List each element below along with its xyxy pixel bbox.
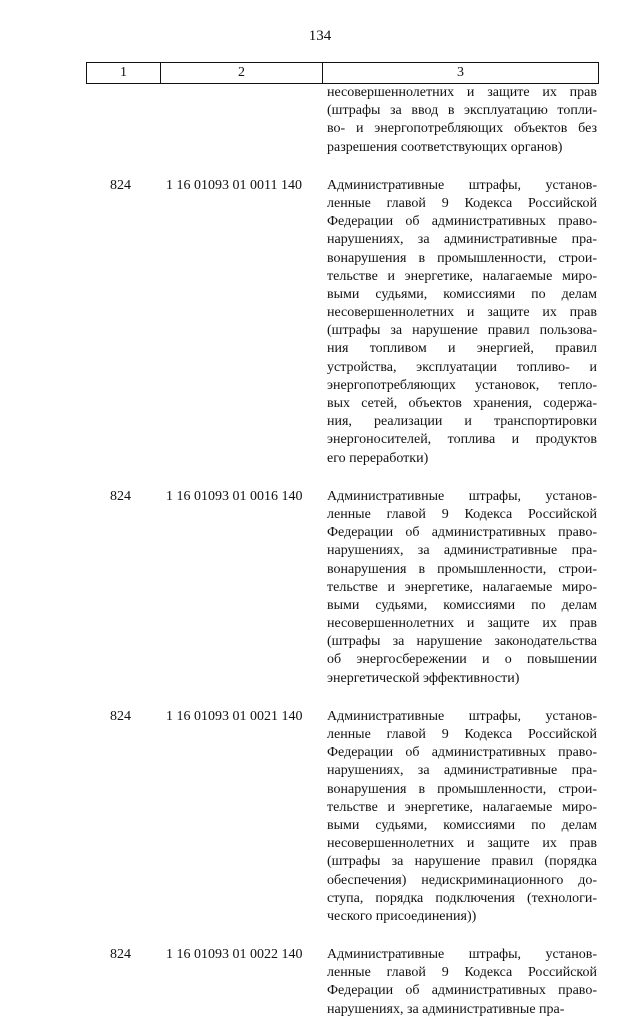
table-row xyxy=(86,177,599,468)
description-line: (штрафы за нарушение правил пользова- xyxy=(327,323,597,339)
description-line: ленные главой 9 Кодекса Российской xyxy=(327,506,597,522)
admin-code-cell: 824 xyxy=(110,488,131,504)
description-line: нарушениях, за административные пра- xyxy=(327,543,597,559)
description-line: несовершеннолетних и защите их прав xyxy=(327,836,597,852)
description-line: энергетической эффективности) xyxy=(327,670,520,686)
description-line: выми судьями, комиссиями по делам xyxy=(327,286,597,302)
description-line: тельстве и энергетике, налагаемые миро- xyxy=(327,799,597,815)
description-line: во- и энергопотребляющих объектов без xyxy=(327,121,597,137)
description-line: (штрафы за нарушение правил (порядка xyxy=(327,854,597,870)
description-line: ступа, порядка подключения (технологи- xyxy=(327,890,597,906)
admin-code-cell: 824 xyxy=(110,708,131,724)
description-line: несовершеннолетних и защите их прав xyxy=(327,305,597,321)
description-line: выми судьями, комиссиями по делам xyxy=(327,817,597,833)
description-line: вонарушения в промышленности, строи- xyxy=(327,561,597,577)
description-line: Федерации об административных право- xyxy=(327,745,597,761)
description-line: Административные штрафы, установ- xyxy=(327,177,597,193)
description-line: ческого присоединения)) xyxy=(327,908,477,924)
description-line: Федерации об административных право- xyxy=(327,214,597,230)
description-line: обеспечения) недискриминационного до- xyxy=(327,872,597,888)
description-line: об энергосбережении и о повышении xyxy=(327,652,597,668)
description-line: ленные главой 9 Кодекса Российской xyxy=(327,195,597,211)
header-col-3: 3 xyxy=(457,65,464,80)
table-row xyxy=(86,946,599,1019)
table-row xyxy=(86,84,599,157)
description-line: (штрафы за нарушение законодательства xyxy=(327,634,597,650)
description-cell xyxy=(323,946,599,1019)
description-line: несовершеннолетних и защите их прав xyxy=(327,85,597,100)
admin-code-cell: 824 xyxy=(110,177,131,193)
description-line: Административные штрафы, установ- xyxy=(327,947,597,963)
header-col-2: 2 xyxy=(161,63,323,83)
description-line: несовершеннолетних и защите их прав xyxy=(327,616,597,632)
description-line: нарушениях, за административные пра- xyxy=(327,1001,565,1017)
table-header xyxy=(86,62,599,84)
table-row xyxy=(86,488,599,688)
description-line: ния, реализации и транспортировки xyxy=(327,414,597,430)
description-cell xyxy=(323,177,599,468)
budget-code-cell: 1 16 01093 01 0022 140 xyxy=(166,947,303,963)
description-line: тельстве и энергетике, налагаемые миро- xyxy=(327,579,597,595)
description-line: Федерации об административных право- xyxy=(327,525,597,541)
description-line: Федерации об административных право- xyxy=(327,983,597,999)
description-line: его переработки) xyxy=(327,450,429,466)
description-line: ния топливом и энергией, правил xyxy=(327,341,597,357)
page-number: 134 xyxy=(308,28,332,44)
description-line: разрешения соответствующих органов) xyxy=(327,139,563,155)
table-body xyxy=(86,84,599,1019)
header-col-1: 1 xyxy=(87,63,161,83)
description-line: энергоносителей, топлива и продуктов xyxy=(327,432,597,448)
description-line: вых сетей, объектов хранения, содержа- xyxy=(327,396,597,411)
description-line: Административные штрафы, установ- xyxy=(327,488,597,504)
description-line: тельстве и энергетике, налагаемые миро- xyxy=(327,268,597,284)
description-line: ленные главой 9 Кодекса Российской xyxy=(327,727,597,742)
description-cell xyxy=(323,84,599,157)
description-line: энергопотребляющих установок, тепло- xyxy=(327,377,597,393)
budget-code-cell: 1 16 01093 01 0021 140 xyxy=(166,708,303,724)
description-line: устройства, эксплуатации топливо- и xyxy=(327,359,597,375)
description-line: вонарушения в промышленности, строи- xyxy=(327,781,597,797)
admin-code-cell: 824 xyxy=(110,947,131,963)
description-line: ленные главой 9 Кодекса Российской xyxy=(327,965,597,981)
table-row xyxy=(86,708,599,926)
description-line: Административные штрафы, установ- xyxy=(327,708,597,724)
description-line: нарушениях, за административные пра- xyxy=(327,232,597,248)
description-line: нарушениях, за административные пра- xyxy=(327,763,597,779)
budget-code-cell: 1 16 01093 01 0016 140 xyxy=(166,488,303,504)
description-cell xyxy=(323,488,599,688)
description-cell xyxy=(323,708,599,926)
budget-code-cell: 1 16 01093 01 0011 140 xyxy=(166,177,302,193)
description-line: вонарушения в промышленности, строи- xyxy=(327,250,597,266)
description-line: выми судьями, комиссиями по делам xyxy=(327,597,597,613)
description-line: (штрафы за ввод в эксплуатацию топли- xyxy=(327,103,597,119)
